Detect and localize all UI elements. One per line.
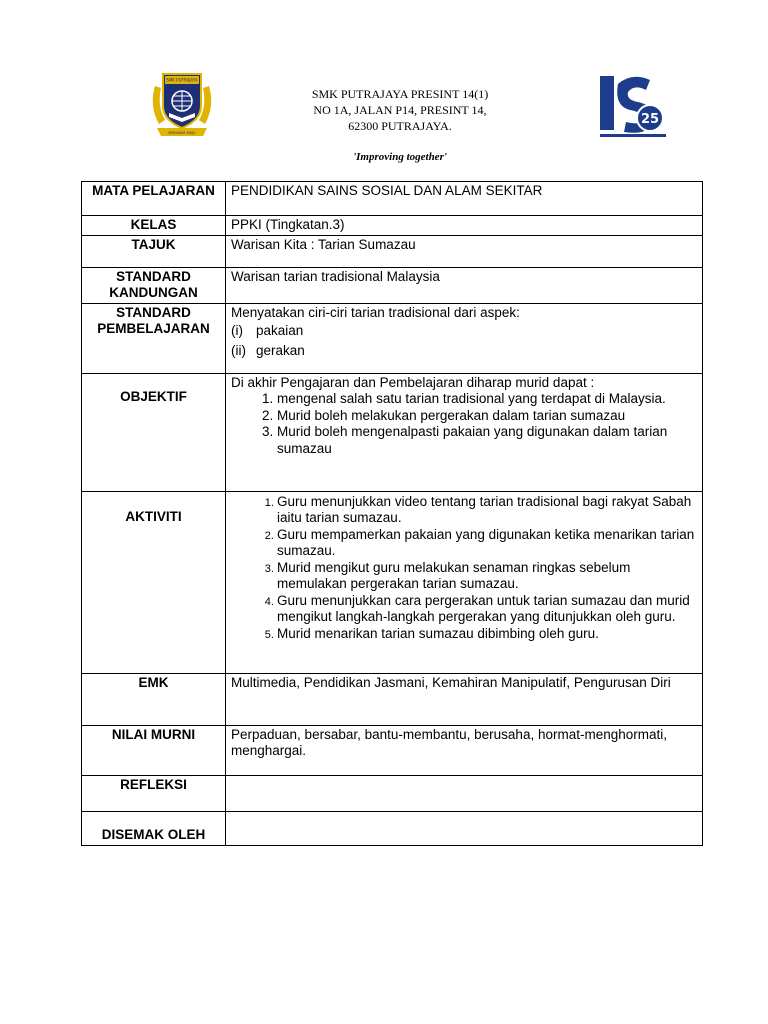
value-disemak-oleh <box>226 811 703 845</box>
row-standard-pembelajaran <box>82 303 703 373</box>
document-header <box>0 0 768 175</box>
objektif-item: 2. Murid boleh melakukan pergerakan dalam tarian sumazau <box>277 408 697 425</box>
school-postcode-line: 62300 PUTRAJAYA. <box>348 119 452 133</box>
row-objektif <box>82 373 703 491</box>
school-motto: 'Improving together' <box>353 151 447 163</box>
label-nilai-murni: NILAI MURNI <box>82 725 226 775</box>
sp-item-number: (ii) <box>231 342 246 358</box>
label-objektif <box>82 373 226 491</box>
objektif-list <box>231 391 697 457</box>
sp-item-text: pakaian <box>256 323 304 338</box>
aktiviti-item: 1. Guru menunjukkan video tentang tarian tradisional bagi rakyat Sabah iaitu tarian sumazau. <box>277 494 697 527</box>
aktiviti-item: 3. Murid mengikut guru melakukan senaman ringkas sebelum memulakan pergerakan tarian sumazau. <box>277 560 697 593</box>
label-aktiviti <box>82 491 226 673</box>
school-crest-logo <box>147 66 217 140</box>
sp-item-text: gerakan <box>256 342 305 358</box>
row-kelas <box>82 216 703 236</box>
label-tajuk: TAJUK <box>82 235 226 267</box>
value-nilai-murni: Perpaduan, bersabar, bantu-membantu, berusaha, hormat-menghormati, menghargai. <box>226 725 703 775</box>
aktiviti-item: 4. Guru menunjukkan cara pergerakan untuk tarian sumazau dan murid mengikut langkah-langkah pergerakan yang ditunjukkan oleh guru. <box>277 593 697 626</box>
label-standard-pembelajaran: STANDARD PEMBELAJARAN <box>82 303 226 373</box>
row-standard-kandungan <box>82 267 703 303</box>
sp-item <box>231 343 697 360</box>
school-address <box>230 86 570 134</box>
row-emk <box>82 673 703 725</box>
label-refleksi: REFLEKSI <box>82 775 226 811</box>
sp-intro: Menyatakan ciri-ciri tarian tradisional dari aspek: <box>231 304 520 320</box>
aktiviti-item: 5. Murid menarikan tarian sumazau dibimbing oleh guru. <box>277 626 697 643</box>
row-mata-pelajaran <box>82 182 703 216</box>
value-refleksi <box>226 775 703 811</box>
aktiviti-list <box>231 494 697 643</box>
value-standard-kandungan: Warisan tarian tradisional Malaysia <box>226 267 703 303</box>
row-nilai-murni <box>82 725 703 775</box>
value-kelas: PPKI (Tingkatan.3) <box>226 216 703 236</box>
sp-item <box>231 323 697 340</box>
label-standard-kandungan: STANDARD KANDUNGAN <box>82 267 226 303</box>
school-address-line: NO 1A, JALAN P14, PRESINT 14, <box>313 103 487 117</box>
label-emk: EMK <box>82 673 226 725</box>
label-mata-pelajaran: MATA PELAJARAN <box>82 182 226 216</box>
sp-item-number: (i) <box>231 323 243 338</box>
anniversary-logo <box>598 72 668 140</box>
aktiviti-item: 2. Guru mempamerkan pakaian yang digunakan ketika menarikan tarian sumazau. <box>277 527 697 560</box>
value-emk: Multimedia, Pendidikan Jasmani, Kemahiran Manipulatif, Pengurusan Diri <box>226 673 703 725</box>
row-disemak-oleh <box>82 811 703 845</box>
school-name: SMK PUTRAJAYA PRESINT 14(1) <box>311 87 489 101</box>
value-standard-pembelajaran <box>226 303 703 373</box>
logo-left-text: SMK PUTRAJAYA <box>166 77 198 83</box>
row-tajuk <box>82 235 703 267</box>
label-aktiviti-text: AKTIVITI <box>125 508 182 524</box>
lesson-plan-table <box>81 181 703 846</box>
objektif-item: 3. Murid boleh mengenalpasti pakaian yang digunakan dalam tarian sumazau <box>277 424 697 457</box>
value-objektif <box>226 373 703 491</box>
label-objektif-text: OBJEKTIF <box>120 388 187 404</box>
value-mata-pelajaran: PENDIDIKAN SAINS SOSIAL DAN ALAM SEKITAR <box>226 182 703 216</box>
value-tajuk: Warisan Kita : Tarian Sumazau <box>226 235 703 267</box>
objektif-intro: Di akhir Pengajaran dan Pembelajaran diharap murid dapat : <box>231 374 595 390</box>
label-kelas: KELAS <box>82 216 226 236</box>
logo-left-ribbon-text: BERSAMA MAJU <box>168 131 196 135</box>
row-aktiviti <box>82 491 703 673</box>
value-aktiviti <box>226 491 703 673</box>
logo-right-number: 25 <box>640 112 660 127</box>
objektif-item: 1. mengenal salah satu tarian tradisional yang terdapat di Malaysia. <box>277 391 697 408</box>
label-disemak-oleh: DISEMAK OLEH <box>82 811 226 845</box>
row-refleksi <box>82 775 703 811</box>
